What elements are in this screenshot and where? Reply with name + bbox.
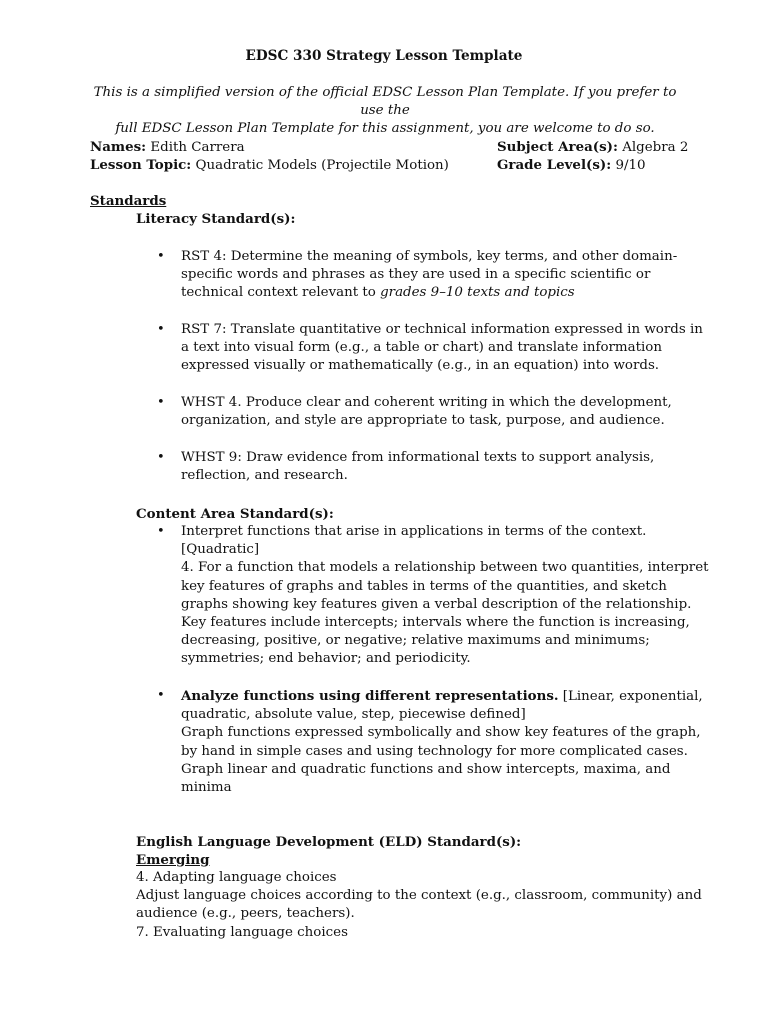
literacy-item (181, 321, 703, 376)
item-line: specific words and phrases as they are used in a specific scientific or (181, 267, 651, 283)
item-line: by hand in simple cases and using technology for more complicated cases. (181, 743, 688, 759)
intro-line: This is a simplified version of the official EDSC Lesson Plan Template. If you prefer to use the (93, 85, 677, 119)
item-text: technical context relevant to (181, 285, 381, 301)
item-line: graphs showing key features given a verbal description of the relationship. (181, 596, 692, 612)
eld-text (136, 869, 702, 942)
content-item (181, 687, 703, 797)
eld-line: audience (e.g., peers, teachers). (136, 906, 355, 922)
item-line: organization, and style are appropriate to task, purpose, and audience. (181, 413, 665, 429)
subject-label: Subject Area(s): (497, 139, 618, 155)
topic-value: Quadratic Models (Projectile Motion) (195, 158, 449, 173)
item-line: WHST 4. Produce clear and coherent writing in which the development, (181, 395, 672, 410)
eld-line: 4. Adapting language choices (136, 870, 337, 885)
item-line (181, 687, 703, 706)
item-line: expressed visually or mathematically (e.g., in an equation) into words. (181, 358, 660, 374)
eld-heading: English Language Development (ELD) Standard(s): (136, 834, 522, 850)
item-bold-lead: Analyze functions using different representations. (181, 688, 559, 704)
content-item (181, 523, 709, 669)
intro-line: full EDSC Lesson Plan Template for this assignment, you are welcome to do so. (115, 121, 655, 137)
subject-value: Algebra 2 (622, 140, 689, 155)
bullet-icon: • (157, 322, 165, 337)
eld-line: 7. Evaluating language choices (136, 924, 348, 940)
meta-row-topic (90, 156, 690, 175)
literacy-item (181, 248, 681, 303)
literacy-heading: Literacy Standard(s): (136, 211, 296, 227)
item-line: reflection, and research. (181, 468, 348, 484)
item-line: Graph linear and quadratic functions and show intercepts, maxima, and (181, 761, 671, 777)
item-line: [Quadratic] (181, 542, 260, 558)
meta-row-names (90, 138, 690, 157)
item-line: key features of graphs and tables in terms of the quantities, and sketch (181, 578, 667, 594)
names-label: Names: (90, 139, 147, 155)
names-field (90, 138, 245, 157)
bullet-icon: • (157, 249, 165, 264)
literacy-item (181, 449, 681, 485)
intro-text (90, 84, 680, 139)
item-line: RST 7: Translate quantitative or technical information expressed in words in (181, 322, 703, 337)
bullet-icon: • (157, 395, 165, 410)
item-line: symmetries; end behavior; and periodicity. (181, 651, 471, 667)
item-line: decreasing, positive, or negative; relative maximums and minimums; (181, 633, 650, 649)
item-line: a text into visual form (e.g., a table or chart) and translate information (181, 340, 662, 356)
item-line: Key features include intercepts; intervals where the function is increasing, (181, 615, 690, 631)
eld-line: Adjust language choices according to the context (e.g., classroom, community) and (136, 888, 702, 904)
item-line: RST 4: Determine the meaning of symbols, key terms, and other domain- (181, 249, 678, 264)
literacy-item (181, 394, 681, 430)
grade-label: Grade Level(s): (497, 157, 612, 173)
item-italic-text: grades 9–10 texts and topics (380, 285, 575, 301)
grade-field (497, 156, 646, 175)
item-line: quadratic, absolute value, step, piecewise defined] (181, 707, 526, 723)
item-line: WHST 9: Draw evidence from informational texts to support analysis, (181, 450, 655, 465)
eld-subheading: Emerging (136, 852, 210, 868)
names-value: Edith Carrera (150, 140, 245, 155)
content-heading: Content Area Standard(s): (136, 506, 334, 522)
item-text: [Linear, exponential, (558, 689, 703, 704)
item-line: Graph functions expressed symbolically and show key features of the graph, (181, 725, 701, 741)
subject-field (497, 138, 688, 157)
item-line: 4. For a function that models a relationship between two quantities, interpret (181, 560, 709, 576)
topic-label: Lesson Topic: (90, 157, 192, 173)
standards-heading: Standards (90, 193, 167, 209)
item-line (181, 284, 681, 302)
topic-field (90, 156, 449, 175)
bullet-icon: • (157, 688, 165, 703)
bullet-icon: • (157, 450, 165, 465)
bullet-icon: • (157, 524, 165, 539)
item-line: Interpret functions that arise in applications in terms of the context. (181, 524, 647, 539)
document-title: EDSC 330 Strategy Lesson Template (245, 48, 523, 64)
item-line: minima (181, 780, 232, 796)
grade-value: 9/10 (615, 158, 646, 173)
